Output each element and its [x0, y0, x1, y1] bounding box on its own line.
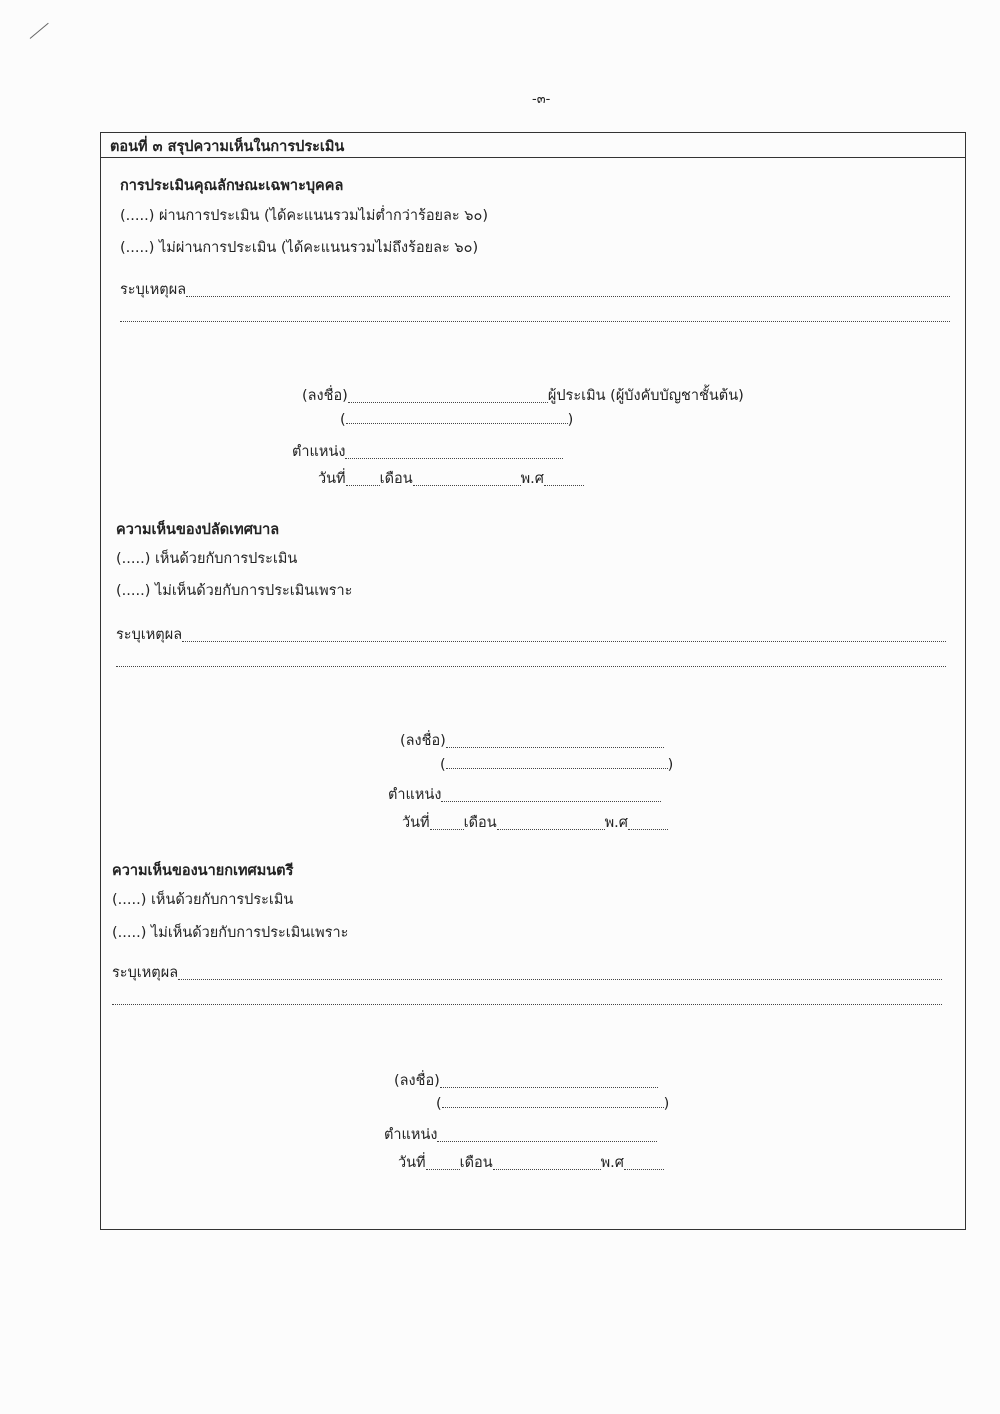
- section1-heading: การประเมินคุณลักษณะเฉพาะบุคคล: [120, 178, 344, 194]
- section3-date-line[interactable]: วันที่ เดือน พ.ศ: [398, 1151, 664, 1174]
- section1-option-pass[interactable]: (.....) ผ่านการประเมิน (ได้คะแนนรวมไม่ต่ำกว่าร้อยละ ๖๐): [120, 208, 489, 224]
- section3-reason-line[interactable]: ระบุเหตุผล: [112, 961, 942, 984]
- scan-mark: [30, 23, 49, 39]
- section1-name-line[interactable]: ( ): [340, 412, 574, 428]
- section1-reason-line-2[interactable]: [120, 306, 950, 326]
- section3-reason-line-2[interactable]: [112, 989, 942, 1009]
- section2-reason-line[interactable]: ระบุเหตุผล: [116, 623, 946, 646]
- section3-option-agree[interactable]: (.....) เห็นด้วยกับการประเมิน: [112, 892, 294, 908]
- section2-option-disagree[interactable]: (.....) ไม่เห็นด้วยกับการประเมินเพราะ: [116, 583, 353, 599]
- section1-option-fail[interactable]: (.....) ไม่ผ่านการประเมิน (ได้คะแนนรวมไม่ถึงร้อยละ ๖๐): [120, 240, 479, 256]
- section2-date-line[interactable]: วันที่ เดือน พ.ศ: [402, 811, 668, 834]
- form-title: ตอนที่ ๓ สรุปความเห็นในการประเมิน: [110, 139, 345, 155]
- section3-position-line[interactable]: ตำแหน่ง: [384, 1123, 657, 1146]
- section2-option-agree[interactable]: (.....) เห็นด้วยกับการประเมิน: [116, 551, 298, 567]
- section1-sign-line[interactable]: (ลงชื่อ) ผู้ประเมิน (ผู้บังคับบัญชาชั้นต้น): [302, 388, 744, 404]
- section2-sign-line[interactable]: (ลงชื่อ): [400, 729, 664, 752]
- section3-heading: ความเห็นของนายกเทศมนตรี: [112, 863, 294, 879]
- section1-reason-line[interactable]: [120, 278, 950, 301]
- section3-option-disagree[interactable]: (.....) ไม่เห็นด้วยกับการประเมินเพราะ: [112, 925, 349, 941]
- section2-reason-line-2[interactable]: [116, 651, 946, 671]
- section3-name-line[interactable]: ( ): [436, 1096, 670, 1112]
- page-number: -๓-: [532, 92, 551, 107]
- section1-position-line[interactable]: ตำแหน่ง: [292, 440, 563, 463]
- section3-sign-line[interactable]: (ลงชื่อ): [394, 1069, 658, 1092]
- section2-position-line[interactable]: ตำแหน่ง: [388, 783, 661, 806]
- section2-heading: ความเห็นของปลัดเทศบาล: [116, 522, 280, 538]
- section1-date-line[interactable]: วันที่ เดือน พ.ศ: [318, 467, 584, 490]
- reason-label: ระบุเหตุผล: [120, 282, 187, 298]
- section2-name-line[interactable]: ( ): [440, 757, 674, 773]
